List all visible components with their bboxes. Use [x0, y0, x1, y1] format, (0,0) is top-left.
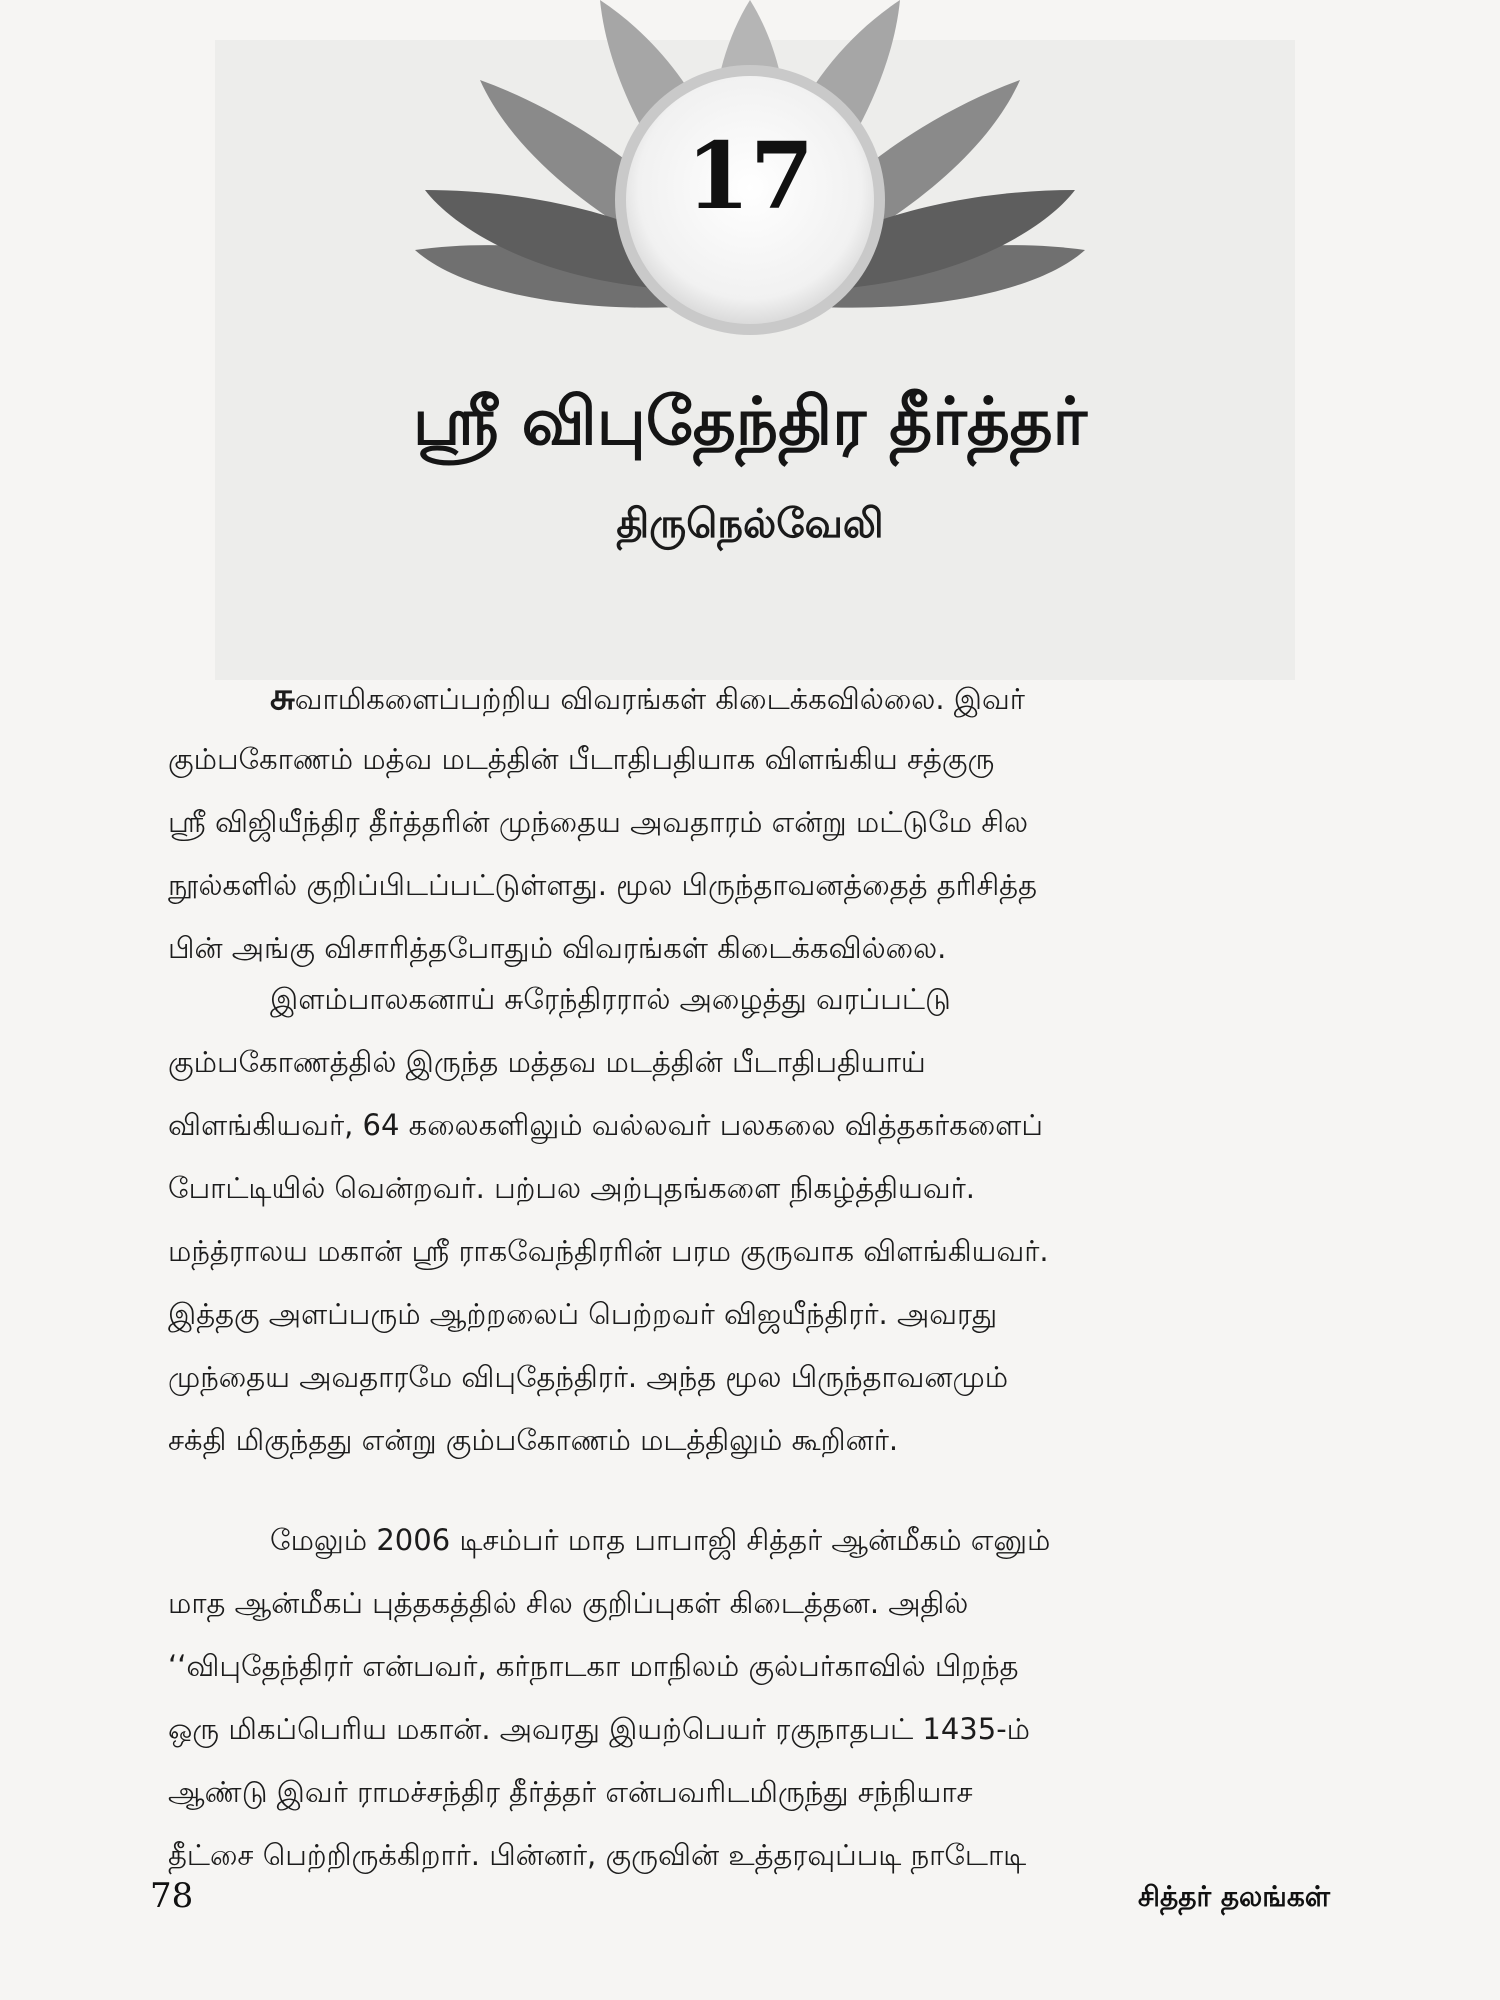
- paragraph-line: இளம்பாலகனாய் சுரேந்திரரால் அழைத்து வரப்பட்டு: [270, 982, 951, 1016]
- chapter-location: திருநெல்வேலி: [616, 501, 884, 547]
- paragraph-line-text: வாமிகளைப்பற்றிய விவரங்கள் கிடைக்கவில்லை. இவர்: [294, 682, 1025, 716]
- paragraph-line: தீட்சை பெற்றிருக்கிறார். பின்னர், குருவின் உத்தரவுப்படி நாடோடி: [168, 1838, 1027, 1872]
- chapter-title: ஸ்ரீ விபுதேந்திர தீர்த்தர்: [412, 383, 1088, 460]
- book-title: சித்தர் தலங்கள்: [1138, 1880, 1330, 1913]
- paragraph-line: போட்டியில் வென்றவர். பற்பல அற்புதங்களை நிகழ்த்தியவர்.: [168, 1171, 976, 1205]
- paragraph-line: பின் அங்கு விசாரித்தபோதும் விவரங்கள் கிடைக்கவில்லை.: [168, 931, 947, 965]
- page-number: 78: [150, 1876, 194, 1916]
- paragraph-line: ஒரு மிகப்பெரிய மகான். அவரது இயற்பெயர் ரகுநாதபட் 1435-ம்: [168, 1712, 1031, 1746]
- paragraph-line: மேலும் 2006 டிசம்பர் மாத பாபாஜி சித்தர் ஆன்மீகம் எனும்: [270, 1523, 1051, 1557]
- chapter-number: 17: [685, 122, 815, 230]
- paragraph-line: கும்பகோணம் மத்வ மடத்தின் பீடாதிபதியாக விளங்கிய சத்குரு: [168, 742, 995, 776]
- paragraph-line: விளங்கியவர், 64 கலைகளிலும் வல்லவர் பலகலை வித்தகர்களைப்: [168, 1108, 1043, 1142]
- paragraph-line: சக்தி மிகுந்தது என்று கும்பகோணம் மடத்திலும் கூறினர்.: [168, 1423, 899, 1457]
- paragraph-line: ஆண்டு இவர் ராமச்சந்திர தீர்த்தர் என்பவரிடமிருந்து சந்நியாச: [168, 1775, 973, 1809]
- paragraph-2: [168, 968, 1328, 1472]
- paragraph-1: [168, 665, 1328, 980]
- paragraph-line: மாத ஆன்மீகப் புத்தகத்தில் சில குறிப்புகள் கிடைத்தன. அதில்: [168, 1586, 969, 1620]
- paragraph-line: ஸ்ரீ விஜியீந்திர தீர்த்தரின் முந்தைய அவதாரம் என்று மட்டுமே சில: [168, 805, 1029, 839]
- paragraph-line: இத்தகு அளப்பரும் ஆற்றலைப் பெற்றவர் விஜயீந்திரர். அவரது: [168, 1297, 998, 1331]
- drop-cap: சு: [270, 674, 295, 718]
- paragraph-line: முந்தைய அவதாரமே விபுதேந்திரர். அந்த மூல பிருந்தாவனமும்: [168, 1360, 1009, 1394]
- paragraph-3: [168, 1509, 1328, 1887]
- paragraph-line: [168, 665, 1328, 728]
- paragraph-line: மந்த்ராலய மகான் ஸ்ரீ ராகவேந்திரரின் பரம குருவாக விளங்கியவர்.: [168, 1234, 1049, 1268]
- paragraph-line: ‘‘விபுதேந்திரர் என்பவர், கர்நாடகா மாநிலம் குல்பர்காவில் பிறந்த: [168, 1649, 1019, 1683]
- paragraph-line: கும்பகோணத்தில் இருந்த மத்தவ மடத்தின் பீடாதிபதியாய்: [168, 1045, 926, 1079]
- paragraph-line: நூல்களில் குறிப்பிடப்பட்டுள்ளது. மூல பிருந்தாவனத்தைத் தரிசித்த: [168, 868, 1037, 902]
